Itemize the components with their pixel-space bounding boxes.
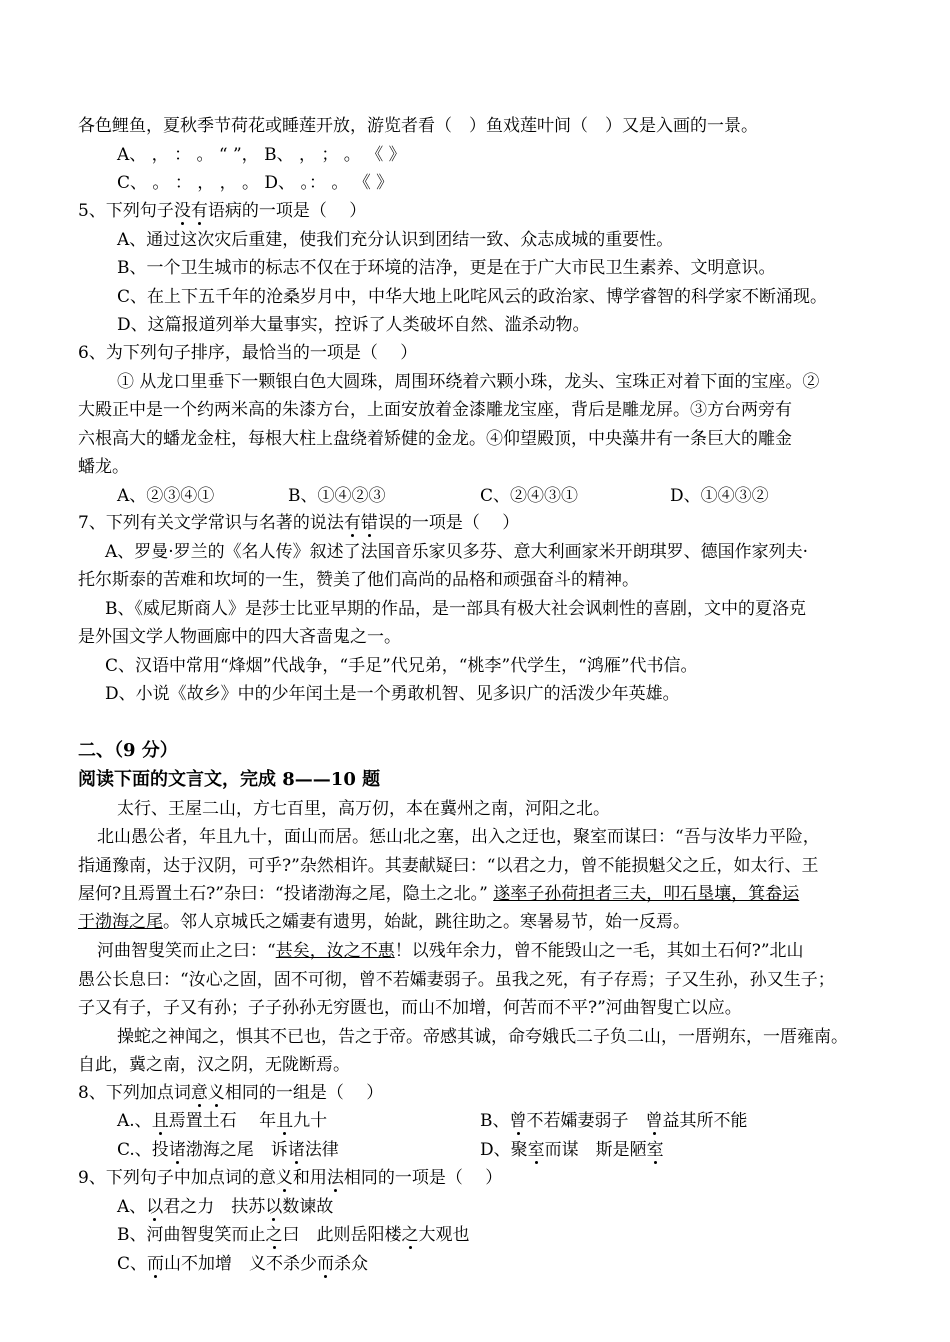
q4-text-line: 各色鲤鱼，夏秋季节荷花或睡莲开放，游览者看（ ）鱼戏莲叶间（ ）又是入画的一景。 — [78, 116, 758, 136]
section-subheading: 阅读下面的文言文，完成 8——10 题 — [78, 769, 381, 790]
q6-option-c: C、②④③① — [480, 486, 579, 506]
q9-option-b: B、河曲智叟笑而止之曰 此则岳阳楼之大观也 — [117, 1225, 470, 1245]
passage-line: 屋何?且焉置土石?”杂曰：“投诸渤海之尾，隐土之北。” 遂率子孙荷担者三夫，叩石垦壤，箕畚运 — [78, 884, 800, 904]
q8-option-a: A.、且焉置土石 年且九十 — [117, 1111, 328, 1131]
q8-options-row — [0, 1107, 950, 1135]
underlined-sentence: 遂率子孙荷担者三夫，叩石垦壤，箕畚运 — [493, 884, 800, 904]
q7-stem: 7、下列有关文学常识与名著的说法有错误的一项是（ ） — [78, 513, 520, 533]
q9-option-c: C、而山不加增 义不杀少而杀众 — [117, 1254, 369, 1274]
q7-option-d: D、小说《故乡》中的少年闰土是一个勇敢机智、见多识广的活泼少年英雄。 — [105, 684, 680, 704]
q8-options-row — [0, 1136, 950, 1164]
q7-option-a: A、罗曼·罗兰的《名人传》叙述了法国音乐家贝多芬、意大利画家米开朗琪罗、德国作家列夫· — [105, 542, 809, 562]
q6-paragraph-line: 大殿正中是一个约两米高的朱漆方台，上面安放着金漆雕龙宝座，背后是雕龙屏。③方台两旁有 — [78, 400, 792, 420]
passage-line: 北山愚公者，年且九十，面山而居。惩山北之塞，出入之迂也，聚室而谋曰：“吾与汝毕力平险， — [97, 827, 820, 847]
underlined-sentence: 甚矣，汝之不惠 — [275, 941, 395, 961]
q6-paragraph-line: ① 从龙口里垂下一颗银白色大圆珠，周围环绕着六颗小珠，龙头、宝珠正对着下面的宝座。② — [117, 372, 820, 392]
q9-option-a: A、以君之力 扶苏以数谏故 — [117, 1197, 334, 1217]
q6-options — [0, 482, 950, 510]
q5-option-a: A、通过这次灾后重建，使我们充分认识到团结一致、众志成城的重要性。 — [117, 230, 674, 250]
q8-option-b: B、曾不若孀妻弱子 曾益其所不能 — [480, 1111, 748, 1131]
passage-line: 操蛇之神闻之，惧其不已也，告之于帝。帝感其诚，命夸娥氏二子负二山，一厝朔东，一厝雍南。 — [117, 1027, 848, 1047]
q6-option-d: D、①④③② — [670, 486, 769, 506]
q6-option-a: A、②③④① — [117, 486, 215, 506]
q7-option-b-cont: 是外国文学人物画廊中的四大吝啬鬼之一。 — [78, 627, 401, 647]
passage-line: 自此，冀之南，汉之阴，无陇断焉。 — [78, 1055, 350, 1075]
q6-paragraph-line: 六根高大的蟠龙金柱，每根大柱上盘绕着矫健的金龙。④仰望殿顶，中央藻井有一条巨大的雕金 — [78, 429, 792, 449]
q7-option-a-cont: 托尔斯泰的苦难和坎坷的一生，赞美了他们高尚的品格和顽强奋斗的精神。 — [78, 570, 639, 590]
q6-option-b: B、①④②③ — [288, 486, 386, 506]
q8-option-c: C.、投诸渤海之尾 诉诸法律 — [117, 1140, 339, 1160]
passage-line: 河曲智叟笑而止之曰：“甚矣，汝之不惠！以残年余力，曾不能毁山之一毛，其如土石何?”北山 — [97, 941, 804, 961]
q5-option-d: D、这篇报道列举大量事实，控诉了人类破坏自然、滥杀动物。 — [117, 315, 590, 335]
q4-option-ab: A、 ， ： 。 “ ”， B、 ， ； 。 《 》 — [117, 145, 406, 165]
passage-line: 愚公长息曰：“汝心之固，固不可彻，曾不若孀妻弱子。虽我之死，有子存焉；子又生孙，孙又生子； — [78, 970, 835, 990]
underlined-sentence: 于渤海之尾 — [78, 912, 163, 932]
q5-option-b: B、一个卫生城市的标志不仅在于环境的洁净，更是在于广大市民卫生素养、文明意识。 — [117, 258, 776, 278]
q7-option-b: B、《威尼斯商人》是莎士比亚早期的作品，是一部具有极大社会讽刺性的喜剧，文中的夏洛克 — [105, 599, 806, 619]
q9-stem: 9、下列句子中加点词的意义和用法相同的一项是（ ） — [78, 1168, 503, 1188]
section-heading: 二、（9 分） — [78, 740, 178, 761]
passage-line: 太行、王屋二山，方七百里，高万仞，本在冀州之南，河阳之北。 — [117, 799, 610, 819]
passage-line: 于渤海之尾。邻人京城氏之孀妻有遗男，始龀，跳往助之。寒暑易节，始一反焉。 — [78, 912, 690, 932]
q4-option-cd: C、 。 ： ， ， 。 D、 。： 。 《 》 — [117, 173, 394, 193]
q5-option-c: C、在上下五千年的沧桑岁月中，中华大地上叱咤风云的政治家、博学睿智的科学家不断涌现。 — [117, 287, 828, 307]
q7-option-c: C、汉语中常用“烽烟”代战争，“手足”代兄弟，“桃李”代学生，“鸿雁”代书信。 — [105, 656, 698, 676]
q8-option-d: D、聚室而谋 斯是陋室 — [480, 1140, 664, 1160]
q5-stem: 5、下列句子没有语病的一项是（ ） — [78, 201, 367, 221]
q6-stem: 6、为下列句子排序，最恰当的一项是（ ） — [78, 343, 418, 363]
q6-paragraph-line: 蟠龙。 — [78, 457, 129, 477]
q8-stem: 8、下列加点词意义相同的一组是（ ） — [78, 1083, 384, 1103]
passage-line: 子又有子，子又有孙；子子孙孙无穷匮也，而山不加增，何苦而不平?”河曲智叟亡以应。 — [78, 998, 742, 1018]
passage-line: 指通豫南，达于汉阴，可乎?”杂然相许。其妻献疑曰：“以君之力，曾不能损魁父之丘，如太行、王 — [78, 856, 819, 876]
